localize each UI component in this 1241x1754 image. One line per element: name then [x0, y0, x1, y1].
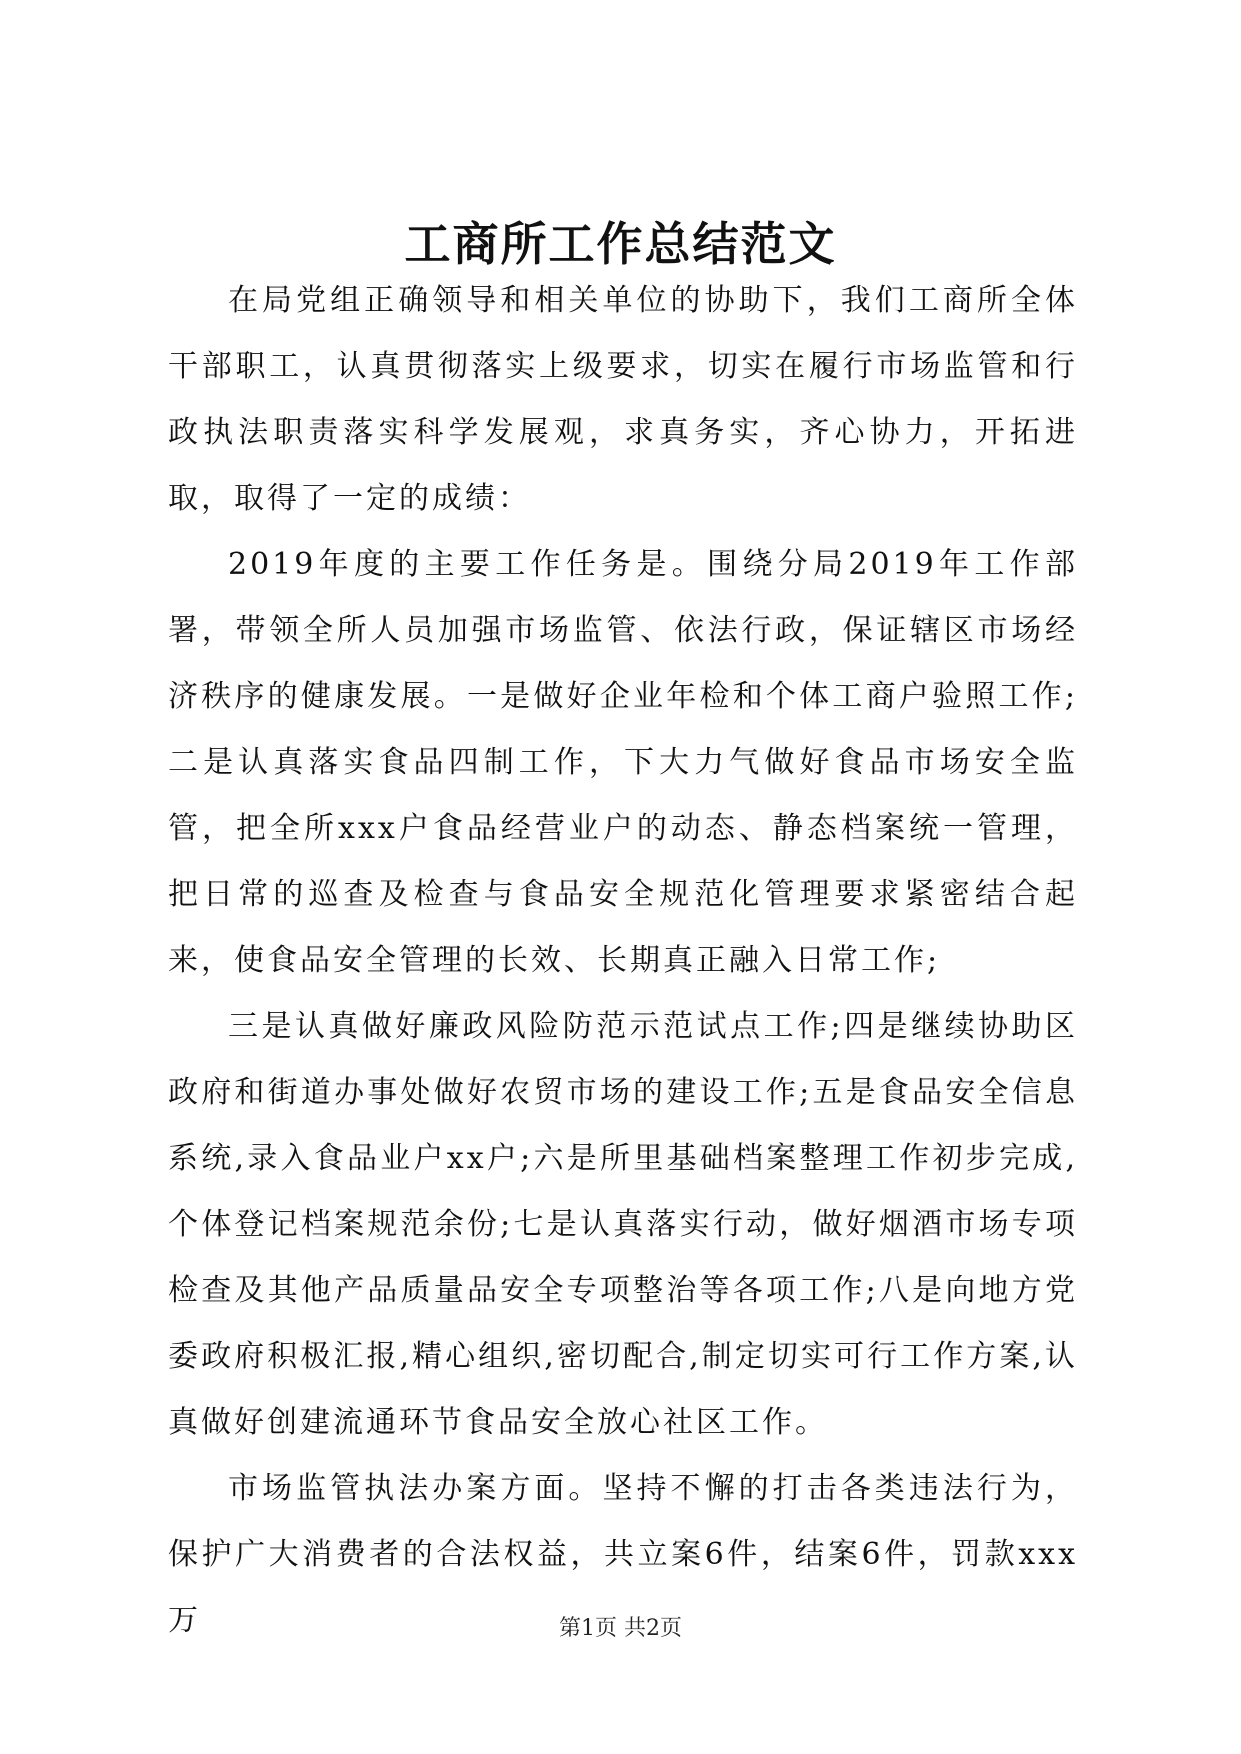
page-number-footer: 第1页 共2页	[559, 1616, 682, 1641]
paragraph-1: 在局党组正确领导和相关单位的协助下，我们工商所全体干部职工，认真贯彻落实上级要求，切实在履行市场监管和行政执法职责落实科学发展观，求真务实，齐心协力，开拓进取，取得了一定的成绩：	[168, 283, 1078, 516]
paragraph-4: 市场监管执法办案方面。坚持不懈的打击各类违法行为，保护广大消费者的合法权益，共立案6件，结案6件，罚款xxx万	[168, 1471, 1078, 1638]
paragraph-3: 三是认真做好廉政风险防范示范试点工作;四是继续协助区政府和街道办事处做好农贸市场的建设工作;五是食品安全信息系统,录入食品业户xx户;六是所里基础档案整理工作初步完成,个体登记档案规范余份;七是认真落实行动，做好烟酒市场专项检查及其他产品质量品安全专项整治等各项工作;八是向地方党委政府积极汇报,精心组织,密切配合,制定切实可行工作方案,认真做好创建流通环节食品安全放心社区工作。	[168, 1009, 1078, 1440]
document-title: 工商所工作总结范文	[404, 217, 837, 271]
document-body	[168, 268, 1078, 1654]
paragraph-2: 2019年度的主要工作任务是。围绕分局2019年工作部署，带领全所人员加强市场监管、依法行政，保证辖区市场经济秩序的健康发展。一是做好企业年检和个体工商户验照工作;二是认真落实食品四制工作，下大力气做好食品市场安全监管，把全所xxx户食品经营业户的动态、静态档案统一管理，把日常的巡查及检查与食品安全规范化管理要求紧密结合起来，使食品安全管理的长效、长期真正融入日常工作;	[168, 547, 1078, 978]
